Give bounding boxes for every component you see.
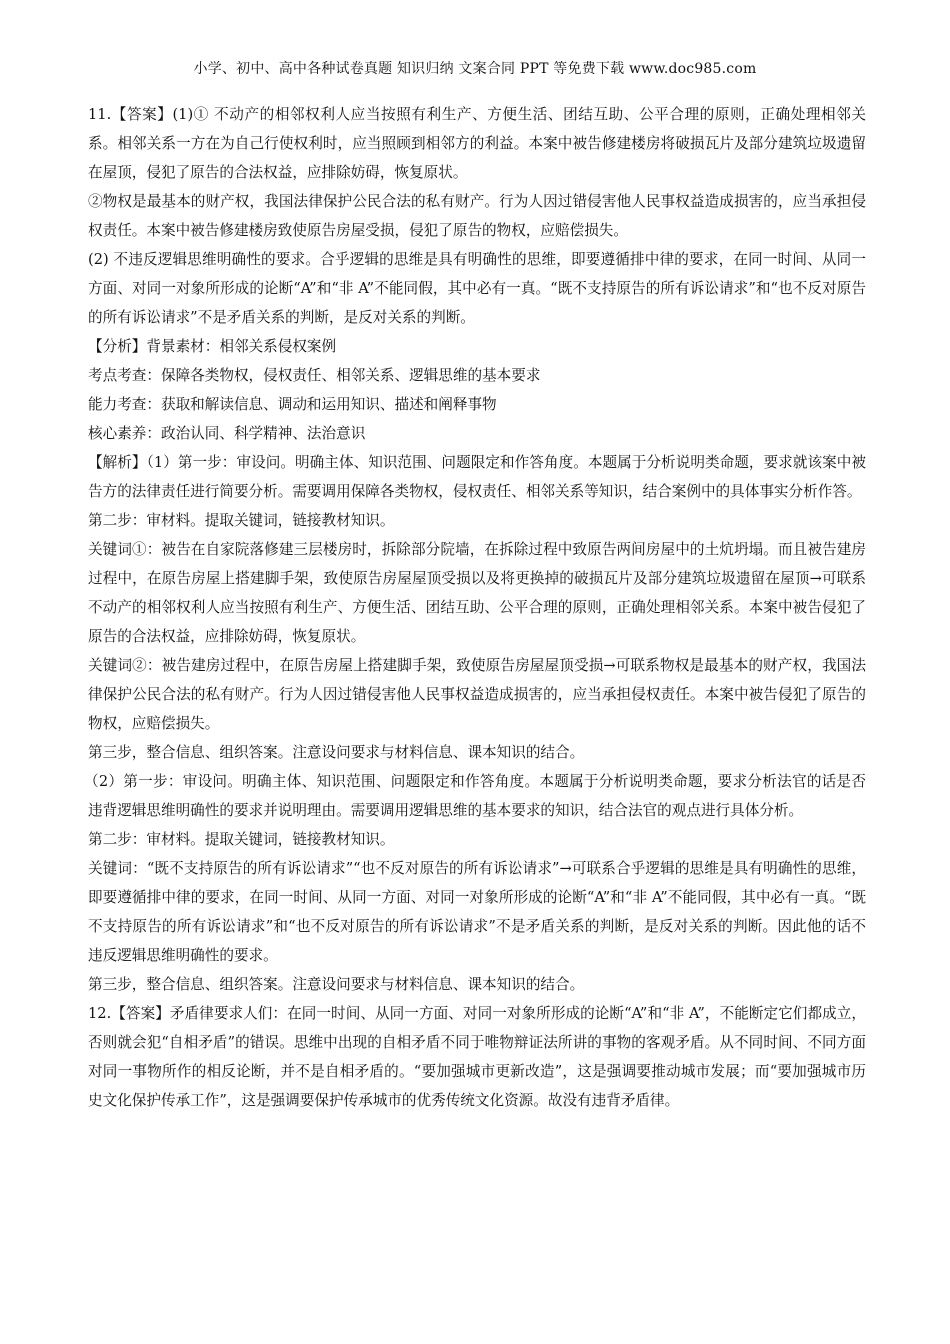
answer-11-part1-b: ②物权是最基本的财产权，我国法律保护公民合法的私有财产。行为人因过错侵害他人民事权益造成损害的，应当承担侵权责任。本案中被告修建楼房致使原告房屋受损，侵犯了原告的物权，应赔偿损失。 (88, 193, 866, 239)
document-body (84, 100, 866, 1115)
explanation-1-step3: 第三步，整合信息、组织答案。注意设问要求与材料信息、课本知识的结合。 (88, 744, 585, 761)
explanation-1-step1: 【解析】（1）第一步：审设问。明确主体、知识范围、问题限定和作答角度。本题属于分析说明类命题，要求就该案中被告方的法律责任进行简要分析。需要调用保障各类物权，侵权责任、相邻关系等知识，结合案例中的具体事实分析作答。 (88, 454, 866, 500)
answer-11-part2: (2) 不违反逻辑思维明确性的要求。合乎逻辑的思维是具有明确性的思维，即要遵循排中律的要求，在同一时间、从同一方面、对同一对象所形成的论断“A”和“非 A”不能同假，其中必有一真。“既不支持原告的所有诉讼请求”和“也不反对原告的所有诉讼请求”不是矛盾关系的判断，是反对关系的判断。 (88, 251, 866, 326)
answer-12: 12.【答案】矛盾律要求人们：在同一时间、从同一方面、对同一对象所形成的论断“A”和“非 A”，不能断定它们都成立，否则就会犯“自相矛盾”的错误。思维中出现的自相矛盾不同于唯物辩证法所讲的事物的客观矛盾。从不同时间、不同方面对同一事物所作的相反论断，并不是自相矛盾的。“要加强城市更新改造”，这是强调要推动城市发展；而“要加强城市历史文化保护传承工作”，这是强调要保护传承城市的优秀传统文化资源。故没有违背矛盾律。 (88, 1005, 866, 1109)
answer-11-part1-a: 11.【答案】(1)① 不动产的相邻权利人应当按照有利生产、方便生活、团结互助、公平合理的原则，正确处理相邻关系。相邻关系一方在为自己行使权利时，应当照顾到相邻方的利益。本案中被告修建楼房将破损瓦片及部分建筑垃圾遗留在屋顶，侵犯了原告的合法权益，应排除妨碍，恢复原状。 (88, 106, 866, 181)
explanation-2-step2: 第二步：审材料。提取关键词，链接教材知识。 (88, 831, 395, 848)
analysis-background: 【分析】背景素材：相邻关系侵权案例 (88, 338, 337, 355)
analysis-core-literacy: 核心素养：政治认同、科学精神、法治意识 (88, 425, 366, 442)
analysis-abilities: 能力考查：获取和解读信息、调动和运用知识、描述和阐释事物 (88, 396, 497, 413)
explanation-1-keyword2: 关键词②：被告建房过程中，在原告房屋上搭建脚手架，致使原告房屋屋顶受损→可联系物权是最基本的财产权，我国法律保护公民合法的私有财产。行为人因过错侵害他人民事权益造成损害的，应当承担侵权责任。本案中被告侵犯了原告的物权，应赔偿损失。 (88, 657, 866, 732)
explanation-2-step3: 第三步，整合信息、组织答案。注意设问要求与材料信息、课本知识的结合。 (88, 976, 585, 993)
explanation-2-step1: （2）第一步：审设问。明确主体、知识范围、问题限定和作答角度。本题属于分析说明类命题，要求分析法官的话是否违背逻辑思维明确性的要求并说明理由。需要调用逻辑思维的基本要求的知识，结合法官的观点进行具体分析。 (84, 773, 866, 819)
page-header: 小学、初中、高中各种试卷真题 知识归纳 文案合同 PPT 等免费下载 www.doc985.com (193, 61, 757, 77)
explanation-1-step2: 第二步：审材料。提取关键词，链接教材知识。 (88, 512, 395, 529)
explanation-1-keyword1: 关键词①：被告在自家院落修建三层楼房时，拆除部分院墙，在拆除过程中致原告两间房屋中的土炕坍塌。而且被告建房过程中，在原告房屋上搭建脚手架，致使原告房屋屋顶受损以及将更换掉的破损瓦片及部分建筑垃圾遗留在屋顶→可联系不动产的相邻权利人应当按照有利生产、方便生活、团结互助、公平合理的原则，正确处理相邻关系。本案中被告侵犯了原告的合法权益，应排除妨碍，恢复原状。 (88, 541, 866, 645)
explanation-2-keyword: 关键词：“既不支持原告的所有诉讼请求”“也不反对原告的所有诉讼请求”→可联系合乎逻辑的思维是具有明确性的思维，即要遵循排中律的要求，在同一时间、从同一方面、对同一对象所形成的论断“A”和“非 A”不能同假，其中必有一真。“既不支持原告的所有诉讼请求”和“也不反对原告的所有诉讼请求”不是矛盾关系的判断，是反对关系的判断。因此他的话不违反逻辑思维明确性的要求。 (88, 860, 866, 964)
analysis-test-points: 考点考查：保障各类物权，侵权责任、相邻关系、逻辑思维的基本要求 (88, 367, 541, 384)
